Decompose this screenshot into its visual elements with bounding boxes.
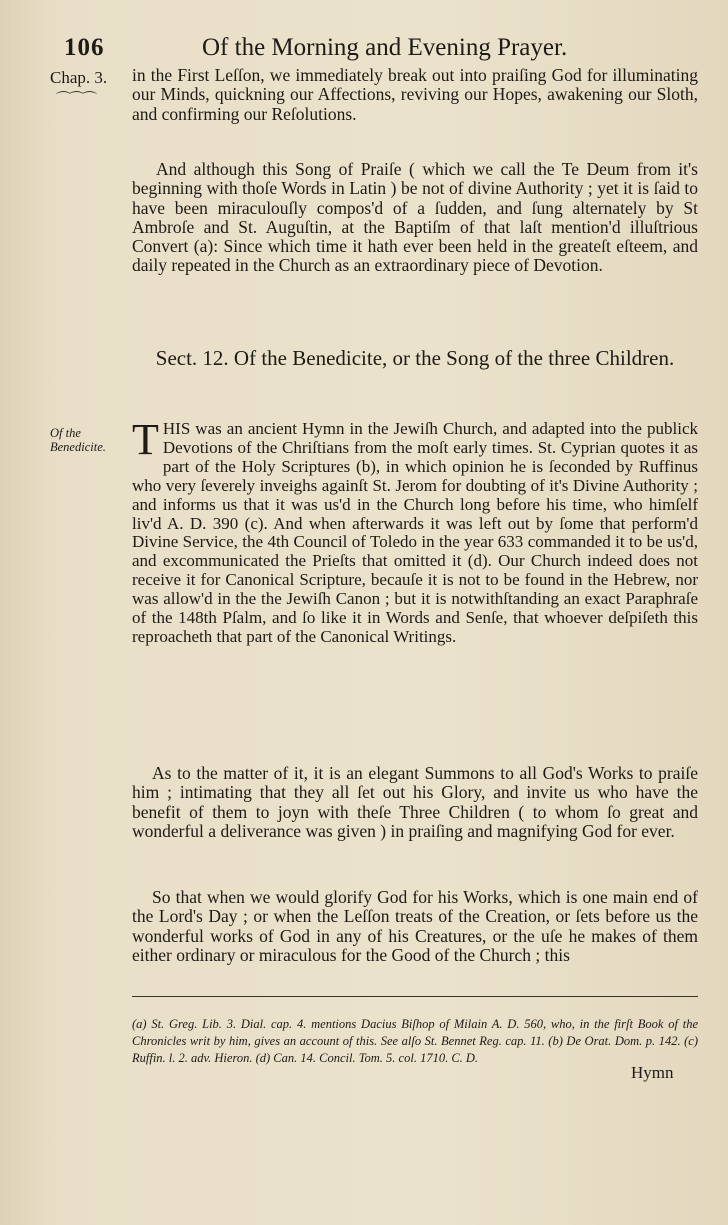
paragraph-te-deum: And although this Song of Praiſe ( which we call the Te Deum from it's beginning with thoſe Words in Latin ) be not of divine Authority ; yet it is ſaid to have been miraculouſly compos'd of a ſudden, and ſung alternately by St Ambroſe and St. Auguſtin, at the Baptiſm of that laſt mention'd illuſtrious Convert (a): Since which time it hath ever been held in the greateſt eſteem, and daily repeated in the Church as an extraordinary piece of Devotion.	[132, 159, 698, 276]
footnote-rule	[132, 996, 698, 997]
paragraph-benedicite-text: HIS was an ancient Hymn in the Jewiſh Church, and adapted into the publick Devotions of the Chriſtians from the moſt early times. St. Cyprian quotes it as part of the Holy Scriptures (b), in which opinion he is ſeconded by Ruffinus who very ſeverely inveighs againſt St. Jerom for doubting of it's Divine Authority ; and informs us that it was us'd in the Church long before his time, who himſelf liv'd A. D. 390 (c). And when afterwards it was left out by ſome that perform'd Divine Service, the 4th Council of Toledo in the year 633 commanded it to be us'd, and excommunicated the Prieſts that omitted it (d). Our Church indeed does not receive it for Canonical Scripture, becauſe it is not to be found in the Hebrew, nor was allow'd in the the Jewiſh Canon ; but it is notwithſtanding an exact Paraphraſe of the 148th Pſalm, and ſo like it in Words and Senſe, that whoever deſpiſeth this reproacheth that part of the Canonical Writings.	[132, 419, 698, 646]
footnotes: (a) St. Greg. Lib. 3. Dial. cap. 4. mentions Dacius Biſhop of Milain A. D. 560, who, in the firſt Book of the Chronicles writ by him, gives an account of this. See alſo St. Bennet Reg. cap. 11. (b) De Orat. Dom. p. 142. (c) Ruffin. l. 2. adv. Hieron. (d) Can. 14. Concil. Tom. 5. col. 1710. C. D.	[132, 1017, 698, 1065]
page-number: 106	[64, 34, 105, 61]
section-heading: Sect. 12. Of the Benedicite, or the Song of the three Children.	[155, 346, 675, 370]
catchword: Hymn	[631, 1063, 674, 1082]
page-header	[64, 34, 704, 68]
running-head: Of the Morning and Evening Prayer.	[202, 34, 568, 61]
margin-ornament: ⌒⌒⌒	[56, 92, 96, 108]
paragraph-first-lesson: in the First Leſſon, we immediately break out into praiſing God for illuminating our Minds, quickning our Affections, reviving our Hopes, awakening our Sloth, and confirming our Reſolutions.	[132, 65, 698, 124]
paragraph-benedicite	[132, 415, 698, 647]
margin-note-benedicite: Of the Benedicite.	[50, 426, 106, 454]
margin-chapter-label: Chap. 3.	[50, 68, 108, 87]
paragraph-matter: As to the matter of it, it is an elegant Summons to all God's Works to praiſe him ; intimating that they all ſet out his Glory, and invite us who have the benefit of them to joyn with theſe Three Children ( to whom ſo great and wonderful a deliverance was given ) in praiſing and magnifying God for ever.	[132, 763, 698, 841]
drop-cap: T	[132, 415, 159, 464]
paragraph-glorify: So that when we would glorify God for his Works, which is one main end of the Lord's Day ; or when the Leſſon treats of the Creation, or ſets before us the wonderful works of God in any of his Creatures, or the uſe he makes of them either ordinary or miraculous for the Good of the Church ; this	[132, 887, 698, 965]
